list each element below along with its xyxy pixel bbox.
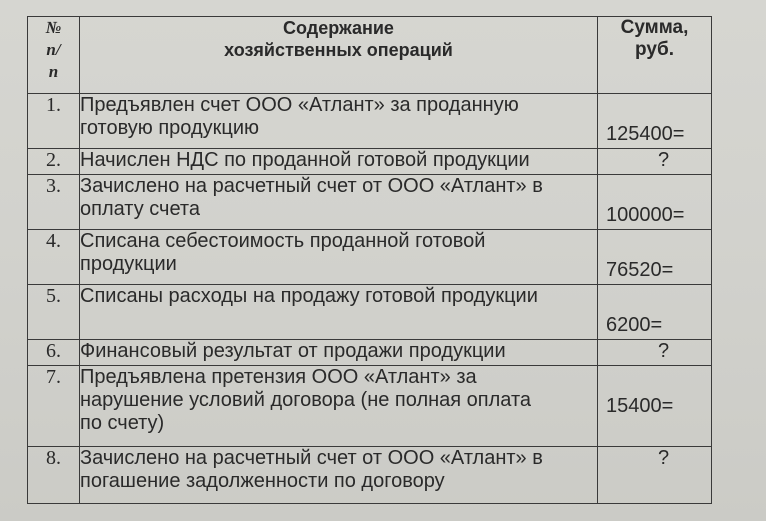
- sum-value: 100000=: [606, 204, 685, 226]
- sum-unknown: ?: [658, 340, 670, 362]
- sum-value: 6200=: [606, 314, 663, 336]
- description-line: Предъявлена претензия ООО «Атлант» за: [80, 366, 477, 388]
- table-row: [28, 175, 712, 230]
- table-row: [28, 447, 712, 504]
- header-number-line: п/: [46, 40, 61, 59]
- row-description: [80, 340, 598, 366]
- row-sum: [598, 149, 712, 175]
- header-sum: [598, 17, 712, 94]
- header-number-line: п: [48, 62, 59, 81]
- description-line: продукции: [80, 253, 177, 275]
- description-line: Зачислено на расчетный счет от ООО «Атлант» в: [80, 447, 543, 469]
- sum-value: 15400=: [606, 395, 674, 417]
- row-sum: [598, 340, 712, 366]
- header-number-line: №: [45, 18, 62, 37]
- row-sum: [598, 285, 712, 340]
- sum-unknown: ?: [658, 149, 670, 171]
- description-line: погашение задолженности по договору: [80, 470, 445, 492]
- row-description: [80, 366, 598, 447]
- row-description: [80, 447, 598, 504]
- sum-unknown: ?: [658, 447, 670, 469]
- row-number: 8.: [28, 447, 80, 504]
- row-number: 4.: [28, 230, 80, 285]
- header-description-line: хозяйственных операций: [224, 40, 453, 60]
- row-sum: [598, 447, 712, 504]
- header-number: [28, 17, 80, 94]
- description-line: Финансовый результат от продажи продукции: [80, 340, 506, 362]
- row-description: [80, 230, 598, 285]
- row-number: 5.: [28, 285, 80, 340]
- description-line: Зачислено на расчетный счет от ООО «Атлант» в: [80, 175, 543, 197]
- row-number: 6.: [28, 340, 80, 366]
- table-row: [28, 230, 712, 285]
- row-sum: [598, 94, 712, 149]
- row-sum: [598, 366, 712, 447]
- description-line: Начислен НДС по проданной готовой продукции: [80, 149, 530, 171]
- sum-value: 76520=: [606, 259, 674, 281]
- row-sum: [598, 175, 712, 230]
- description-line: по счету): [80, 412, 165, 434]
- row-number: 7.: [28, 366, 80, 447]
- description-line: готовую продукцию: [80, 117, 260, 139]
- table-row: [28, 285, 712, 340]
- table-row: [28, 94, 712, 149]
- table-row: [28, 366, 712, 447]
- description-line: Списаны расходы на продажу готовой продукции: [80, 285, 538, 307]
- operations-table: [27, 16, 712, 504]
- row-number: 2.: [28, 149, 80, 175]
- header-description-line: Содержание: [283, 18, 394, 38]
- description-line: нарушение условий договора (не полная оплата: [80, 389, 532, 411]
- row-description: [80, 149, 598, 175]
- header-sum-line: руб.: [635, 39, 674, 60]
- row-description: [80, 175, 598, 230]
- row-number: 3.: [28, 175, 80, 230]
- description-line: оплату счета: [80, 198, 200, 220]
- header-description: [80, 17, 598, 94]
- row-description: [80, 285, 598, 340]
- sum-value: 125400=: [606, 123, 685, 145]
- row-description: [80, 94, 598, 149]
- row-number: 1.: [28, 94, 80, 149]
- description-line: Списана себестоимость проданной готовой: [80, 230, 486, 252]
- description-line: Предъявлен счет ООО «Атлант» за проданную: [80, 94, 519, 116]
- header-row: [28, 17, 712, 94]
- row-sum: [598, 230, 712, 285]
- table-row: [28, 340, 712, 366]
- header-sum-line: Сумма,: [620, 17, 689, 38]
- table-row: [28, 149, 712, 175]
